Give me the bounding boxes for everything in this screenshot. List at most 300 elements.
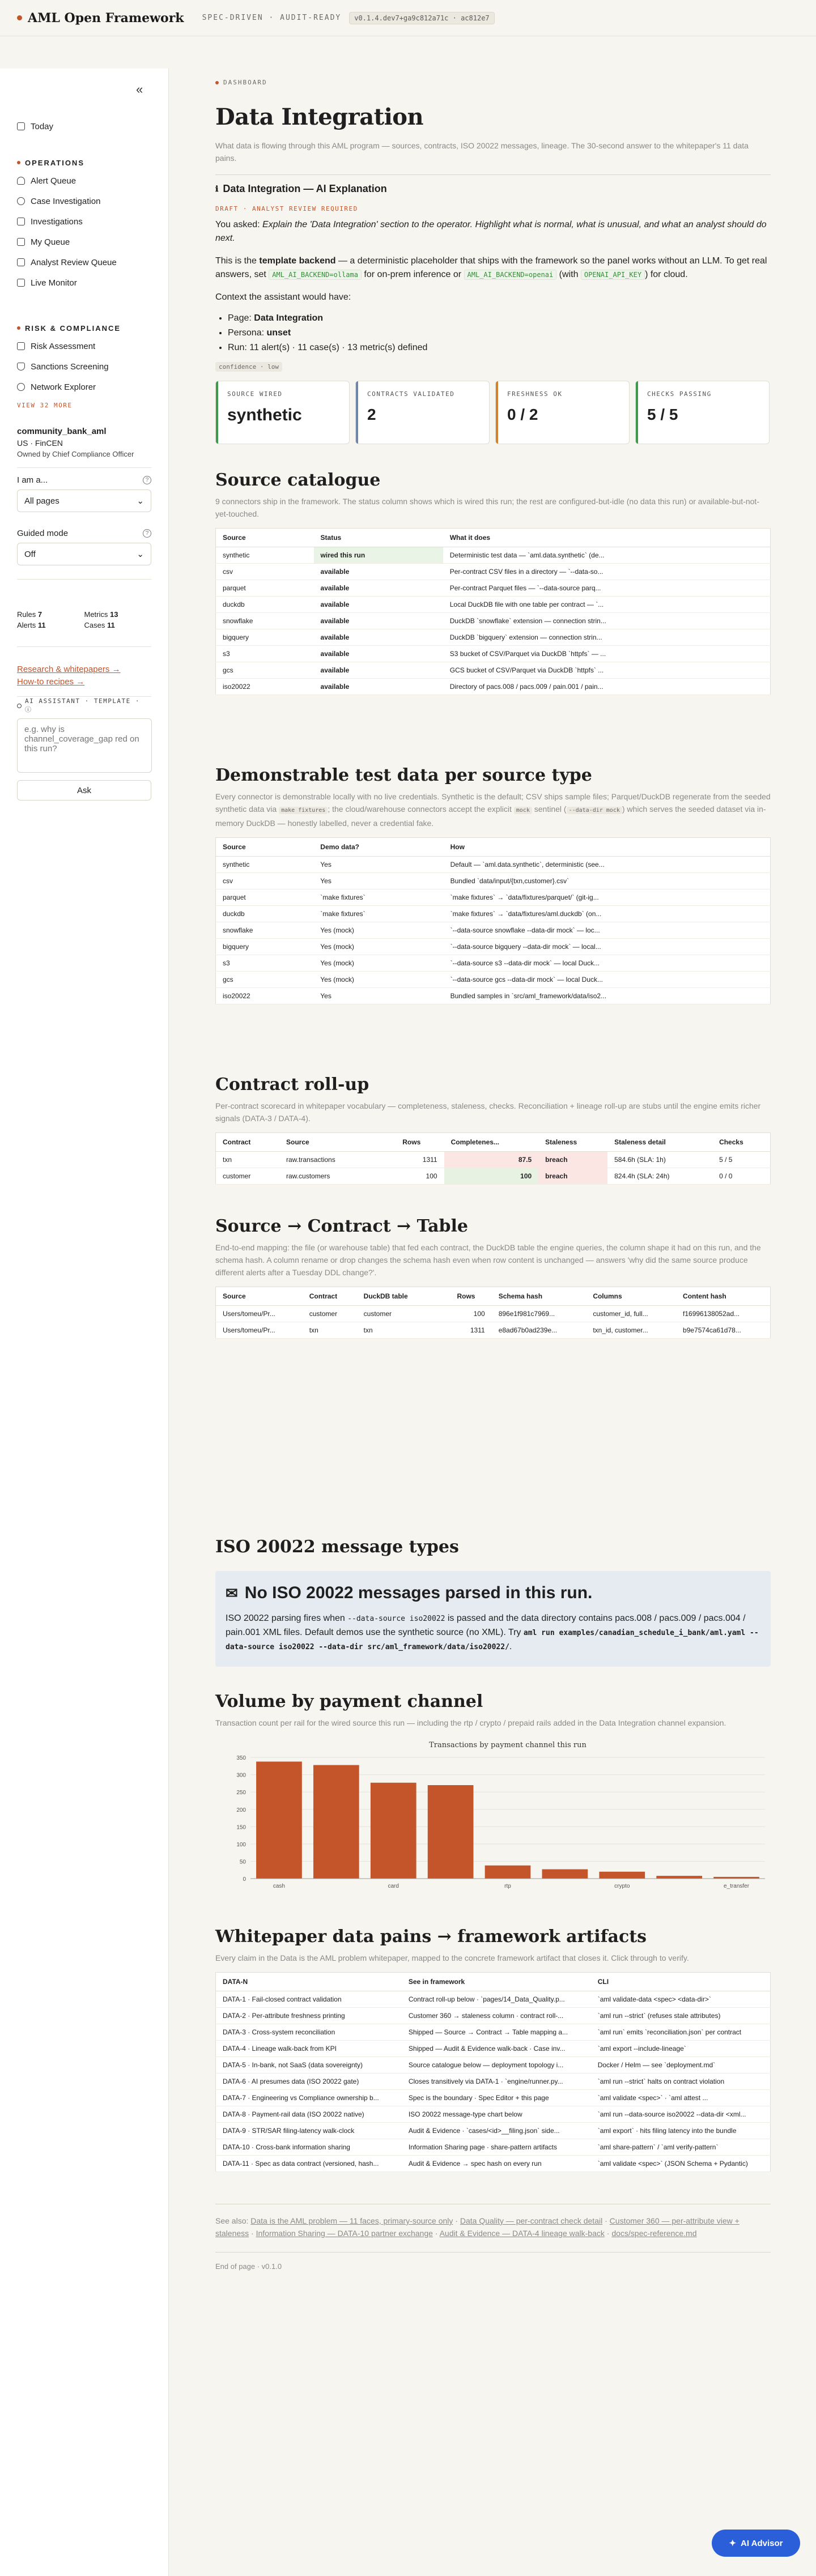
bell-icon <box>17 177 25 185</box>
see-also-link[interactable]: Data Quality — per-contract check detail <box>460 2216 603 2225</box>
table-cell <box>375 1152 396 1168</box>
see-also-link[interactable]: Data is the AML problem — 11 faces, primary-source only <box>250 2216 453 2225</box>
table-cell: 100 <box>396 1168 444 1185</box>
table-cell: DuckDB `bigquery` extension — connection strin... <box>443 629 771 646</box>
table-cell: synthetic <box>216 547 314 564</box>
section-subtitle: End-to-end mapping: the file (or warehouse table) that fed each contract, the DuckDB table the engine queries, the column shape it had on this run, and the schema hash. A column rename or drop changes the schema hash even when row content is unchanged — answers 'why did the same source produce different alerts after a Tuesday DDL change?'. <box>215 1243 761 1277</box>
table-cell: available <box>314 662 443 679</box>
column-header[interactable]: See in framework <box>402 1973 591 1991</box>
table-cell: `--data-source gcs --data-dir mock` — local Duck... <box>444 972 771 988</box>
sidebar-item-analyst-review-queue[interactable]: Analyst Review Queue <box>17 252 151 272</box>
table-row[interactable] <box>216 2041 771 2057</box>
section-risk-compliance: RISK & COMPLIANCE <box>17 320 151 336</box>
assistant-input[interactable] <box>17 718 152 773</box>
table-cell: `aml run --strict` (refuses stale attributes) <box>591 2008 771 2024</box>
table-cell: DATA-11 · Spec as data contract (versioned, hash... <box>216 2156 402 2172</box>
table-row[interactable] <box>216 1152 771 1168</box>
table-cell: `aml validate <spec>` · `aml attest ... <box>591 2090 771 2106</box>
channel-volume-chart <box>215 1737 771 1901</box>
table-cell: customer <box>303 1306 357 1322</box>
table-row[interactable] <box>216 2090 771 2106</box>
table-cell: `aml export` · hits filing latency into the bundle <box>591 2123 771 2139</box>
run-stats <box>17 610 151 629</box>
collapse-sidebar-icon[interactable]: « <box>136 82 143 96</box>
info-icon: ℹ <box>215 184 219 193</box>
table-row[interactable] <box>216 939 771 955</box>
table-cell: Yes <box>313 873 443 889</box>
table-row[interactable] <box>216 906 771 922</box>
iso-notice-body: ISO 20022 parsing fires when --data-source iso20022 is passed and the data directory contains pacs.008 / pacs.009 / pacs.004 / pain.001 XML files. Default demos use the synthetic source (no XML). Try aml run examples/canadian_schedule_i_bank/aml.yaml --data-source iso20022 --data-dir src/aml_framework/data/iso20022/. <box>226 1613 759 1651</box>
table-cell <box>432 1322 450 1339</box>
table-cell: DATA-6 · AI presumes data (ISO 20022 gate) <box>216 2073 402 2090</box>
table-cell: e8ad67b0ad239e... <box>492 1322 586 1339</box>
table-cell: S3 bucket of CSV/Parquet via DuckDB `httpfs` — ... <box>443 646 771 662</box>
bar <box>256 1761 302 1879</box>
table-cell: ISO 20022 message-type chart below <box>402 2106 591 2123</box>
see-also: See also: Data is the AML problem — 11 faces, primary-source only · Data Quality — per-contract check detail · Customer 360 — per-attribute view + staleness · Information Sharing — DATA-10 partner exchange · Audit & Evidence — DATA-4 lineage walk-back · docs/spec-reference.md <box>215 2216 740 2238</box>
table-cell: DATA-8 · Payment-rail data (ISO 20022 native) <box>216 2106 402 2123</box>
table-cell: Shipped — Source → Contract → Table mapping a... <box>402 2024 591 2041</box>
help-icon[interactable]: ? <box>143 529 151 538</box>
column-header[interactable]: Source <box>216 1287 303 1306</box>
y-tick-label: 100 <box>236 1841 246 1848</box>
table-cell: snowflake <box>216 613 314 629</box>
column-header[interactable] <box>432 1287 450 1306</box>
table-cell: available <box>314 580 443 597</box>
recipes-link[interactable]: How-to recipes → <box>17 677 85 687</box>
table-cell: Customer 360 → staleness column · contract roll-... <box>402 2008 591 2024</box>
table-cell: DATA-10 · Cross-bank information sharing <box>216 2139 402 2156</box>
y-tick-label: 350 <box>236 1755 246 1762</box>
table-row[interactable] <box>216 1168 771 1185</box>
x-tick-label: crypto <box>614 1883 630 1889</box>
sidebar-item-risk-assessment[interactable]: Risk Assessment <box>17 336 151 356</box>
table-row[interactable] <box>216 547 771 564</box>
column-header[interactable]: Status <box>314 529 443 547</box>
table-cell: duckdb <box>216 906 314 922</box>
sparkle-icon: ✦ <box>729 2539 737 2548</box>
table-cell: txn <box>357 1322 432 1339</box>
brand-dot-icon <box>17 15 22 20</box>
see-also-link[interactable]: Information Sharing — DATA-10 partner exchange <box>256 2229 433 2238</box>
kpi-cards <box>215 381 771 444</box>
section-subtitle: 9 connectors ship in the framework. The status column shows which is wired this run; the rest are configured-but-idle (no data this run) or available-but-not-yet-touched. <box>215 497 759 518</box>
test-data-section <box>215 765 771 1004</box>
bar <box>313 1765 359 1879</box>
sidebar <box>0 69 169 2576</box>
table-cell: Yes <box>313 857 443 873</box>
table-row[interactable] <box>216 580 771 597</box>
table-cell: `--data-source snowflake --data-dir mock` — loc... <box>444 922 771 939</box>
table-cell: Bundled `data/input/{txn,customer}.csv` <box>444 873 771 889</box>
guided-mode-label: Guided mode ? <box>17 529 151 538</box>
table-row[interactable] <box>216 1306 771 1322</box>
column-header[interactable]: Content hash <box>676 1287 770 1306</box>
y-tick-label: 0 <box>243 1876 246 1883</box>
table-row[interactable] <box>216 2024 771 2041</box>
table-header-row <box>216 1133 771 1152</box>
section-subtitle: Per-contract scorecard in whitepaper vocabulary — completeness, staleness, checks. Reconciliation + lineage roll-up are stubs until the engine emits richer signals (DATA-3 / DATA-4). <box>215 1101 761 1123</box>
x-tick-label: e_transfer <box>724 1883 750 1889</box>
section-title: Demonstrable test data per source type <box>215 765 592 785</box>
table-cell: DATA-1 · Fail-closed contract validation <box>216 1991 402 2008</box>
sidebar-item-investigations[interactable]: Investigations <box>17 211 151 232</box>
table-row[interactable] <box>216 2057 771 2073</box>
table-cell: available <box>314 679 443 695</box>
table-cell: `aml run` emits `reconciliation.json` per contract <box>591 2024 771 2041</box>
top-bar <box>0 0 816 36</box>
list-item: • Run: 11 alert(s) · 11 case(s) · 13 metric(s) defined <box>228 340 771 355</box>
end-of-page: End of page · v0.1.0 <box>215 2262 282 2271</box>
bank-owner: Owned by Chief Compliance Officer <box>17 450 134 458</box>
sidebar-item-case-investigation[interactable]: Case Investigation <box>17 191 151 211</box>
version-pill: v0.1.4.dev7+ga9c812a71c · ac812e7 <box>349 12 494 24</box>
table-cell: DATA-9 · STR/SAR filing-latency walk-clock <box>216 2123 402 2139</box>
table-cell: Users/tomeu/Pr... <box>216 1306 303 1322</box>
table-cell: Per-contract Parquet files — `--data-source parq... <box>443 580 771 597</box>
table-row[interactable] <box>216 857 771 873</box>
ai-explanation <box>215 183 771 372</box>
ai-advisor-button[interactable]: ✦ AI Advisor <box>712 2530 800 2557</box>
table-cell: `--data-source s3 --data-dir mock` — local Duck... <box>444 955 771 972</box>
ask-button[interactable]: Ask <box>17 780 151 801</box>
table-cell: gcs <box>216 662 314 679</box>
column-header[interactable]: Schema hash <box>492 1287 586 1306</box>
table-header-row <box>216 838 771 857</box>
table-cell: Users/tomeu/Pr... <box>216 1322 303 1339</box>
table-cell: parquet <box>216 889 314 906</box>
sidebar-item-alert-queue[interactable]: Alert Queue <box>17 171 151 191</box>
table-cell: DATA-7 · Engineering vs Compliance ownership b... <box>216 2090 402 2106</box>
x-tick-label: rtp <box>504 1883 511 1889</box>
table-row[interactable] <box>216 2123 771 2139</box>
table-cell: DATA-5 · In-bank, not SaaS (data sovereignty) <box>216 2057 402 2073</box>
see-also-link[interactable]: docs/spec-reference.md <box>611 2229 697 2238</box>
column-header[interactable]: Demo data? <box>313 838 443 857</box>
draft-badge: DRAFT · ANALYST REVIEW REQUIRED <box>215 205 358 212</box>
table-cell: Spec is the boundary · Spec Editor + this page <box>402 2090 591 2106</box>
column-header[interactable]: Checks <box>712 1133 770 1152</box>
table-cell: `make fixtures` → `data/fixtures/parquet/` (git-ig... <box>444 889 771 906</box>
help-icon[interactable]: ? <box>143 476 151 484</box>
table-header-row <box>216 1287 771 1306</box>
contract-rollup-table <box>215 1132 771 1185</box>
table-cell: Shipped — Audit & Evidence walk-back · Case inv... <box>402 2041 591 2057</box>
iso-empty-notice <box>215 1571 771 1667</box>
bar <box>485 1866 531 1879</box>
table-cell: `make fixtures` <box>313 906 443 922</box>
persona-select[interactable]: All pages ⌄ <box>17 489 151 512</box>
monitor-icon <box>17 279 25 287</box>
column-header[interactable]: Completenes... <box>444 1133 539 1152</box>
table-cell: iso20022 <box>216 988 314 1004</box>
sidebar-item-my-queue[interactable]: My Queue <box>17 232 151 252</box>
table-cell: DATA-3 · Cross-system reconciliation <box>216 2024 402 2041</box>
column-header[interactable]: Contract <box>216 1133 280 1152</box>
table-cell: Deterministic test data — `aml.data.synthetic` (de... <box>443 547 771 564</box>
ai-title: ℹ Data Integration — AI Explanation <box>215 183 387 194</box>
table-cell: s3 <box>216 955 314 972</box>
kpi-card-source: SOURCE WIRED synthetic <box>215 381 350 444</box>
x-tick-label: card <box>388 1883 399 1889</box>
table-cell: Directory of pacs.008 / pacs.009 / pain.001 / pain... <box>443 679 771 695</box>
column-header[interactable]: Rows <box>396 1133 444 1152</box>
table-row[interactable] <box>216 613 771 629</box>
clipboard-icon <box>17 258 25 266</box>
table-row[interactable] <box>216 972 771 988</box>
table-cell: 5 / 5 <box>712 1152 770 1168</box>
stat-alerts: Alerts 11 <box>17 621 46 629</box>
table-cell: GCS bucket of CSV/Parquet via DuckDB `httpfs` ... <box>443 662 771 679</box>
table-row[interactable] <box>216 646 771 662</box>
table-cell: snowflake <box>216 922 314 939</box>
table-cell: 87.5 <box>444 1152 539 1168</box>
table-cell: Contract roll-up below · `pages/14_Data_Quality.p... <box>402 1991 591 2008</box>
table-cell: Source catalogue below — deployment topology i... <box>402 2057 591 2073</box>
table-cell: 824.4h (SLA: 24h) <box>607 1168 712 1185</box>
table-cell: csv <box>216 873 314 889</box>
x-tick-label: cash <box>273 1883 286 1889</box>
column-header[interactable]: CLI <box>591 1973 771 1991</box>
table-cell: duckdb <box>216 597 314 613</box>
table-row[interactable] <box>216 922 771 939</box>
iso-section <box>215 1537 771 1667</box>
column-header[interactable]: Staleness detail <box>607 1133 712 1152</box>
table-cell: Audit & Evidence · `cases/<id>__filing.json` side... <box>402 2123 591 2139</box>
source-catalogue-table <box>215 528 771 695</box>
table-cell: `aml share-pattern` / `aml verify-pattern` <box>591 2139 771 2156</box>
sidebar-item-today[interactable] <box>17 116 151 137</box>
stat-rules: Rules 7 <box>17 610 42 619</box>
mailbox-icon: ✉ <box>226 1584 238 1602</box>
chevron-down-icon: ⌄ <box>137 550 144 559</box>
brand-name: AML Open Framework <box>28 10 184 25</box>
table-cell: iso20022 <box>216 679 314 695</box>
table-cell: 1311 <box>396 1152 444 1168</box>
column-header[interactable]: Source <box>216 838 314 857</box>
y-tick-label: 200 <box>236 1807 246 1813</box>
stat-metrics: Metrics 13 <box>84 610 118 619</box>
column-header[interactable]: DATA-N <box>216 1973 402 1991</box>
bar <box>428 1785 474 1879</box>
table-cell: Information Sharing page · share-pattern artifacts <box>402 2139 591 2156</box>
view-more-link[interactable]: VIEW 32 MORE <box>17 402 73 409</box>
network-icon <box>17 383 25 391</box>
sparkle-icon <box>17 704 22 708</box>
research-link[interactable]: Research & whitepapers → <box>17 665 121 674</box>
table-cell <box>432 1306 450 1322</box>
iso-notice-title: ✉ No ISO 20022 messages parsed in this run. <box>226 1583 593 1602</box>
table-cell: Audit & Evidence → spec hash on every run <box>402 2156 591 2172</box>
column-header[interactable]: Source <box>279 1133 375 1152</box>
table-cell: raw.transactions <box>279 1152 375 1168</box>
inbox-icon <box>17 238 25 246</box>
main <box>215 69 771 2273</box>
y-tick-label: 50 <box>239 1859 246 1866</box>
table-row[interactable] <box>216 679 771 695</box>
section-title: Source → Contract → Table <box>215 1216 468 1236</box>
table-row[interactable] <box>216 662 771 679</box>
table-row[interactable] <box>216 955 771 972</box>
table-row[interactable] <box>216 2156 771 2172</box>
table-cell: f16996138052ad... <box>676 1306 770 1322</box>
y-tick-label: 300 <box>236 1772 246 1779</box>
pains-table <box>215 1972 771 2172</box>
table-cell: Bundled samples in `src/aml_framework/data/iso2... <box>444 988 771 1004</box>
sidebar-item-network-explorer[interactable]: Network Explorer <box>17 377 151 397</box>
bank-name: community_bank_aml <box>17 427 107 436</box>
column-header[interactable]: Rows <box>450 1287 491 1306</box>
table-cell: `make fixtures` <box>313 889 443 906</box>
assistant-head: AI ASSISTANT · TEMPLATE · ⓘ <box>17 697 151 714</box>
calendar-icon <box>17 122 25 130</box>
page-title: Data Integration <box>215 104 424 130</box>
table-cell: available <box>314 564 443 580</box>
table-cell: breach <box>538 1152 607 1168</box>
table-cell: Yes (mock) <box>313 922 443 939</box>
source-catalogue-section <box>215 470 771 695</box>
column-header[interactable]: How <box>444 838 771 857</box>
table-cell: txn_id, customer... <box>586 1322 676 1339</box>
column-header[interactable]: Staleness <box>538 1133 607 1152</box>
table-cell: Yes (mock) <box>313 972 443 988</box>
section-title: Source catalogue <box>215 470 381 490</box>
table-cell: `aml export --include-lineage` <box>591 2041 771 2057</box>
table-cell: Default — `aml.data.synthetic`, deterministic (see... <box>444 857 771 873</box>
shield-icon <box>17 363 25 371</box>
breadcrumb: DASHBOARD <box>215 79 771 86</box>
table-row[interactable] <box>216 889 771 906</box>
table-cell: available <box>314 646 443 662</box>
chevron-down-icon: ⌄ <box>137 496 144 506</box>
table-row[interactable] <box>216 2139 771 2156</box>
table-row[interactable] <box>216 564 771 580</box>
confidence-badge: confidence · low <box>215 362 282 372</box>
list-item: • Persona: unset <box>228 326 771 340</box>
table-cell: wired this run <box>314 547 443 564</box>
lineage-section <box>215 1216 771 1339</box>
table-cell: 100 <box>444 1168 539 1185</box>
kpi-card-freshness: FRESHNESS OK 0 / 2 <box>495 381 630 444</box>
column-header[interactable]: DuckDB table <box>357 1287 432 1306</box>
section-title: Contract roll-up <box>215 1075 369 1095</box>
chart-title: Transactions by payment channel this run <box>429 1741 586 1749</box>
table-cell <box>375 1168 396 1185</box>
table-cell: csv <box>216 564 314 580</box>
table-cell: 1311 <box>450 1322 491 1339</box>
see-also-link[interactable]: Audit & Evidence — DATA-4 lineage walk-back <box>439 2229 605 2238</box>
sidebar-item-label: Today <box>31 121 54 131</box>
y-tick-label: 150 <box>236 1824 246 1831</box>
table-cell: gcs <box>216 972 314 988</box>
page-lead: What data is flowing through this AML program — sources, contracts, ISO 20022 messages, lineage. The 30-second answer to the whitepaper's 11 data pains. <box>215 141 749 163</box>
table-header-row <box>216 529 771 547</box>
table-cell: parquet <box>216 580 314 597</box>
table-row[interactable] <box>216 2073 771 2090</box>
table-cell: Closes transitively via DATA-1 · `engine/runner.py... <box>402 2073 591 2090</box>
y-tick-label: 250 <box>236 1790 246 1796</box>
table-cell: s3 <box>216 646 314 662</box>
table-cell: `aml run --strict` halts on contract violation <box>591 2073 771 2090</box>
section-operations: OPERATIONS <box>17 155 151 171</box>
section-title: Volume by payment channel <box>215 1692 483 1711</box>
table-cell: Local DuckDB file with one table per contract — `... <box>443 597 771 613</box>
table-row[interactable] <box>216 2106 771 2123</box>
bar <box>371 1783 416 1879</box>
table-row[interactable] <box>216 2008 771 2024</box>
table-cell: DATA-4 · Lineage walk-back from KPI <box>216 2041 402 2057</box>
table-cell: txn <box>216 1152 280 1168</box>
table-row[interactable] <box>216 988 771 1004</box>
ai-question: You asked: Explain the 'Data Integration' section to the operator. Highlight what is normal, what is unusual, and what an analyst should do next. <box>215 220 767 243</box>
section-title: Whitepaper data pains → framework artifacts <box>215 1927 647 1947</box>
table-cell: `aml validate <spec>` (JSON Schema + Pydantic) <box>591 2156 771 2172</box>
table-row[interactable] <box>216 1991 771 2008</box>
stat-cases: Cases 11 <box>84 621 115 629</box>
table-row[interactable] <box>216 629 771 646</box>
table-cell: Yes (mock) <box>313 939 443 955</box>
table-cell: `--data-source bigquery --data-dir mock` — local... <box>444 939 771 955</box>
table-cell: Docker / Helm — see `deployment.md` <box>591 2057 771 2073</box>
contract-rollup-section <box>215 1075 771 1185</box>
table-cell: customer <box>357 1306 432 1322</box>
bar <box>656 1876 702 1879</box>
see-also-link[interactable]: Customer 360 — per-attribute view + staleness <box>215 2216 740 2238</box>
table-cell: `aml run --data-source iso20022 --data-dir <xml... <box>591 2106 771 2123</box>
sidebar-item-sanctions-screening[interactable]: Sanctions Screening <box>17 356 151 377</box>
table-cell: customer_id, full... <box>586 1306 676 1322</box>
section-subtitle: Every claim in the Data is the AML problem whitepaper, mapped to the concrete framework artifact that closes it. Click through to verify. <box>215 1953 689 1962</box>
section-title: ISO 20022 message types <box>215 1537 459 1557</box>
column-header[interactable]: What it does <box>443 529 771 547</box>
table-cell: bigquery <box>216 629 314 646</box>
folder-icon <box>17 218 25 225</box>
table-cell: 100 <box>450 1306 491 1322</box>
search-icon <box>17 197 25 205</box>
brand[interactable] <box>17 11 184 25</box>
column-header[interactable]: Source <box>216 529 314 547</box>
table-cell: Per-contract CSV files in a directory — `--data-so... <box>443 564 771 580</box>
table-row[interactable] <box>216 1322 771 1339</box>
lineage-table <box>215 1287 771 1339</box>
table-cell: `make fixtures` → `data/fixtures/aml.duckdb` (on... <box>444 906 771 922</box>
table-header-row <box>216 1973 771 1991</box>
table-cell: 0 / 0 <box>712 1168 770 1185</box>
test-data-table <box>215 837 771 1004</box>
ai-context-list <box>228 311 771 355</box>
column-header[interactable]: Contract <box>303 1287 357 1306</box>
table-cell: txn <box>303 1322 357 1339</box>
table-cell: DATA-2 · Per-attribute freshness printing <box>216 2008 402 2024</box>
kpi-card-contracts: CONTRACTS VALIDATED 2 <box>355 381 490 444</box>
table-row[interactable] <box>216 873 771 889</box>
ai-context-label: Context the assistant would have: <box>215 292 351 302</box>
column-header[interactable] <box>375 1133 396 1152</box>
table-cell: available <box>314 613 443 629</box>
section-subtitle: Every connector is demonstrable locally with no live credentials. Synthetic is the default; CSV ships sample files; Parquet/DuckDB regenerate from the seeded synthetic data via make fixtures ; the cloud/warehouse connectors accept the explicit mock sentinel ( --data-dir mock ) which serves the seeded dataset via in-memory DuckDB — honestly labelled, never a credential fake. <box>215 792 771 828</box>
sidebar-item-live-monitor[interactable]: Live Monitor <box>17 272 151 293</box>
bar <box>599 1872 645 1879</box>
ai-backend-note: This is the template backend — a deterministic placeholder that ships with the framework so the panel works without an LLM. To get real answers, set AML_AI_BACKEND=ollama for on-prem inference or AML_AI_BACKEND=openai (with OPENAI_API_KEY ) for cloud. <box>215 256 767 279</box>
list-item: • Page: Data Integration <box>228 311 771 326</box>
table-cell: `aml validate-data <spec> <data-dir>` <box>591 1991 771 2008</box>
persona-label: I am a... ? <box>17 475 151 485</box>
column-header[interactable]: Columns <box>586 1287 676 1306</box>
pains-section <box>215 1927 771 2172</box>
table-row[interactable] <box>216 597 771 613</box>
guided-mode-select[interactable]: Off ⌄ <box>17 543 151 565</box>
table-cell: breach <box>538 1168 607 1185</box>
